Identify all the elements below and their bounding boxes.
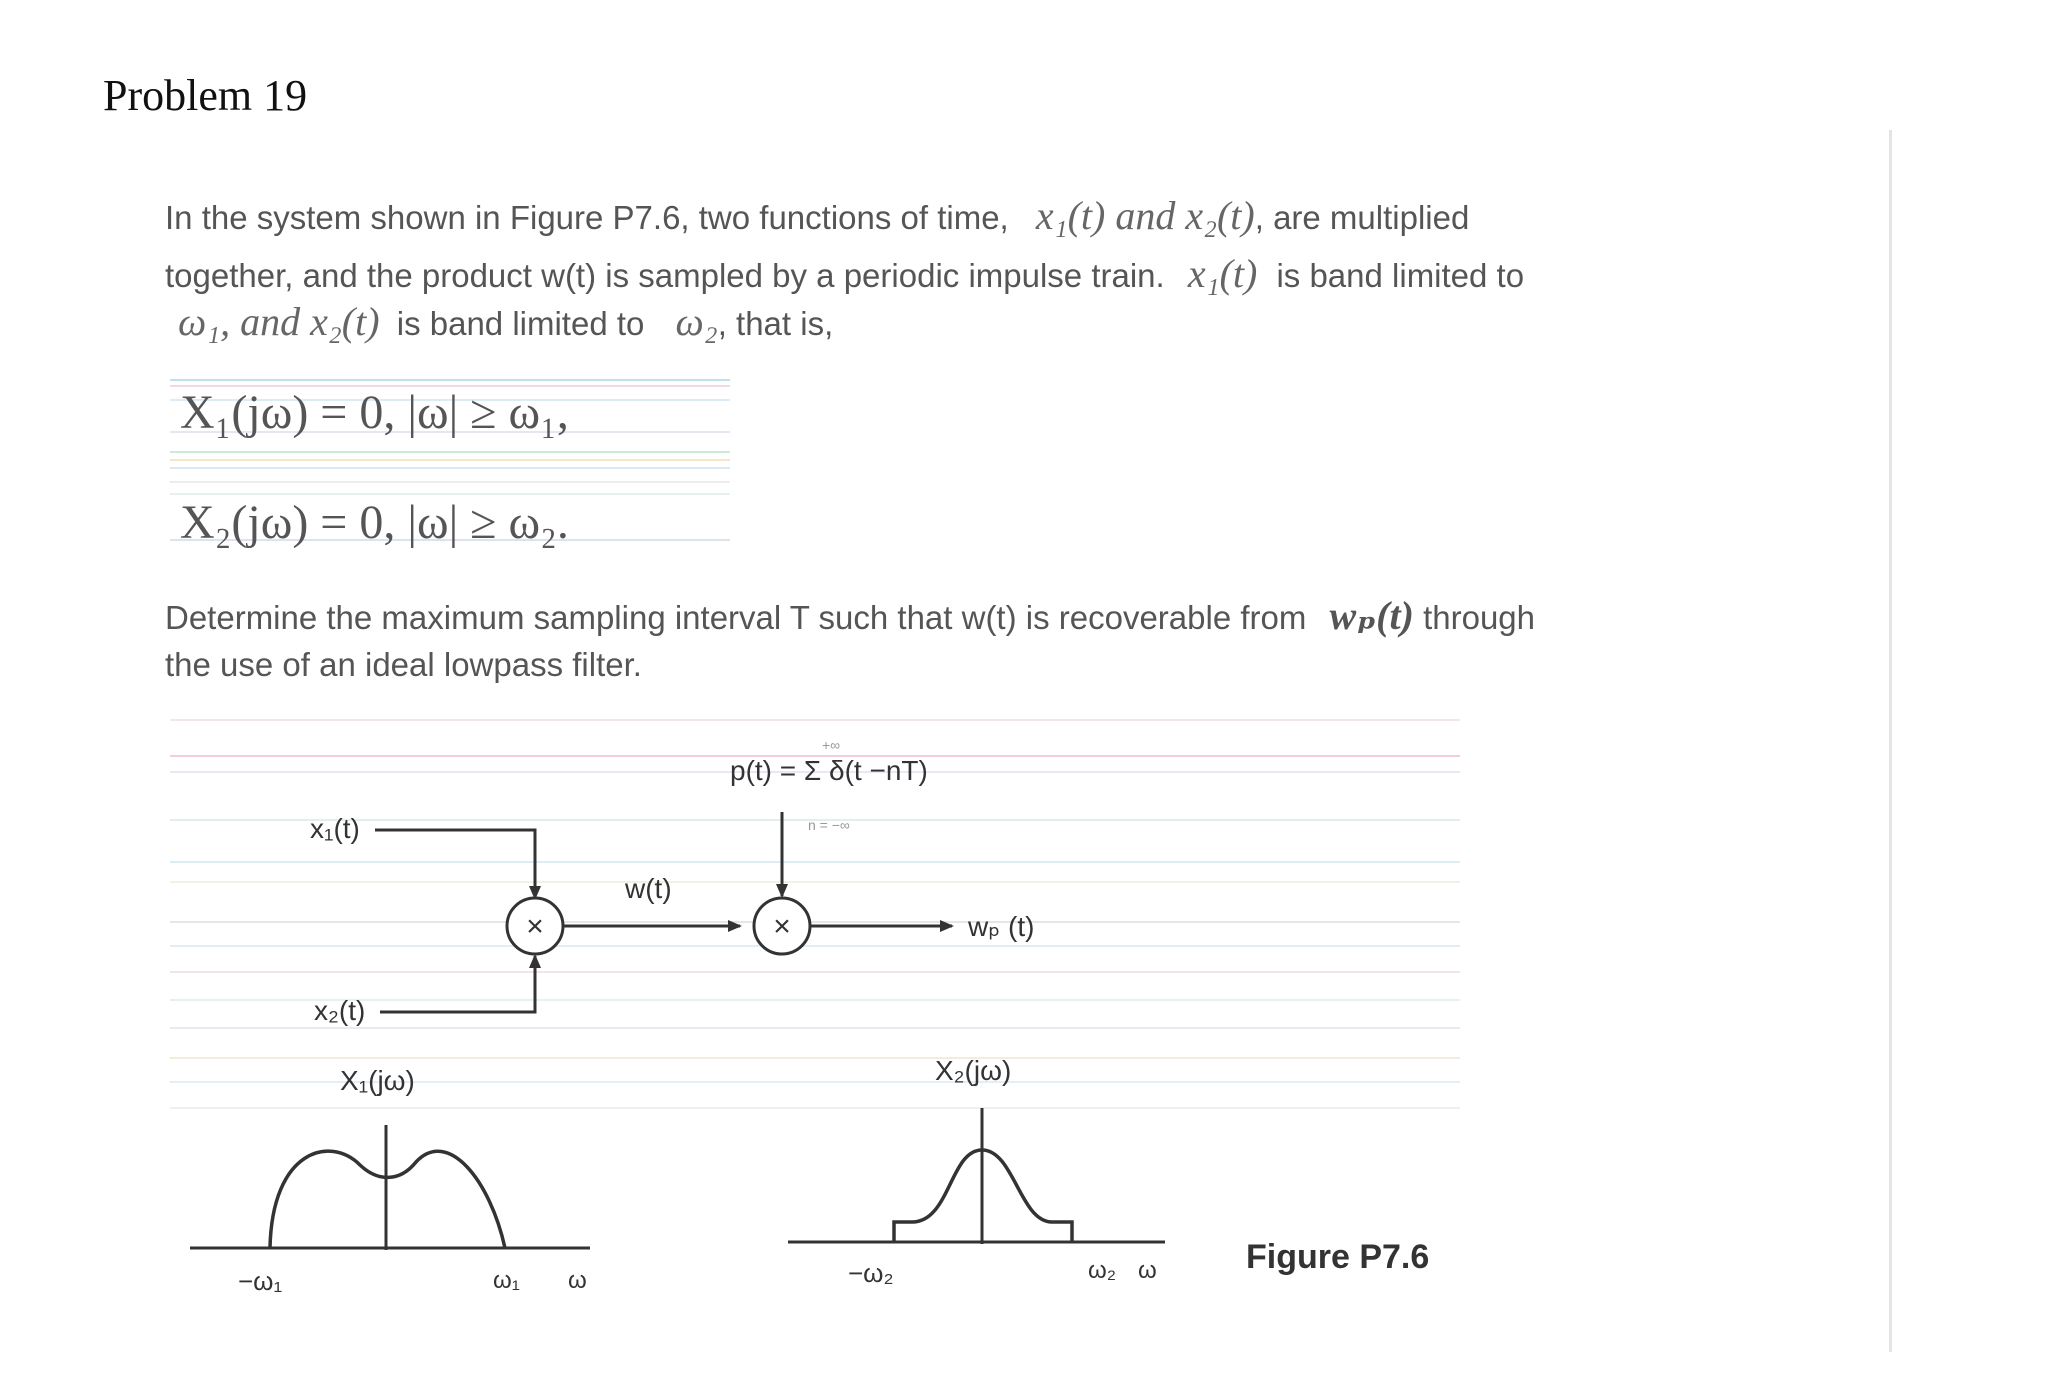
intro-line-1-text-b: , are multiplied [1254,199,1470,236]
intro-line-2-text-a: together, and the product w(t) is sampled by a periodic impulse train. [165,257,1165,294]
intro-line-3 [178,298,833,345]
x1-input-line [375,830,535,898]
x1-omega-axis-label: ω [568,1267,587,1294]
sum-upper-limit: +∞ [822,737,841,753]
right-border-divider [1889,130,1892,1352]
w-signal-label: w(t) [625,873,672,904]
x1-spectrum-title: X₁(jω) [340,1065,415,1096]
intro-line-3-text-b: , that is, [717,305,834,342]
intro-line-1-text-a: In the system shown in Figure P7.6, two functions of time, [165,199,1009,236]
question-line-2: the use of an ideal lowpass filter. [165,646,642,683]
equation-x2: X₂(jω) = 0, |ω| ≥ ω₂. [180,496,569,549]
x2-omega-axis-label: ω [1138,1257,1157,1284]
x1-neg-omega-tick: −ω₁ [238,1266,283,1296]
x2-pos-omega-tick: ω₂ [1088,1257,1117,1284]
multiplier-1-symbol: × [526,910,544,943]
intro-w2-math: ω₂ [675,299,718,344]
problem-title: Problem 19 [103,71,308,120]
x2-neg-omega-tick: −ω₂ [848,1258,894,1288]
x2-input-line [380,956,535,1012]
sum-lower-limit: n = −∞ [808,817,850,833]
intro-x1-x2-math: x₁(t) and x₂(t) [1035,193,1255,238]
x2-spectrum-title: X₂(jω) [935,1055,1012,1086]
x1-input-label: x₁(t) [310,813,360,844]
intro-line-2 [165,250,1524,297]
figure-svg [160,710,1500,1330]
question-line-1-text-b: through [1423,599,1536,636]
figure-caption: Figure P7.6 [1246,1238,1430,1276]
multiplier-2-symbol: × [773,910,791,943]
figure-p7-6 [160,710,1500,1330]
question-wp-math: wₚ(t) [1329,593,1414,638]
intro-w1-x2-math: ω₁, and x₂(t) [178,299,380,344]
intro-line-2-text-b: is band limited to [1276,257,1525,294]
intro-line-1 [165,192,1469,239]
intro-line-3-text-a: is band limited to [396,305,645,342]
intro-x1-math: x₁(t) [1187,251,1258,296]
x1-pos-omega-tick: ω₁ [493,1267,520,1294]
wp-output-label: wₚ (t) [968,911,1035,942]
question-line-1-text-a: Determine the maximum sampling interval T such that w(t) is recoverable from [165,599,1307,636]
question-line-1 [165,592,1535,639]
x2-input-label: x₂(t) [314,995,366,1026]
equation-x1: X₁(jω) = 0, |ω| ≥ ω₁, [180,386,569,439]
p-impulse-label: p(t) = Σ δ(t −nT) [730,755,928,786]
